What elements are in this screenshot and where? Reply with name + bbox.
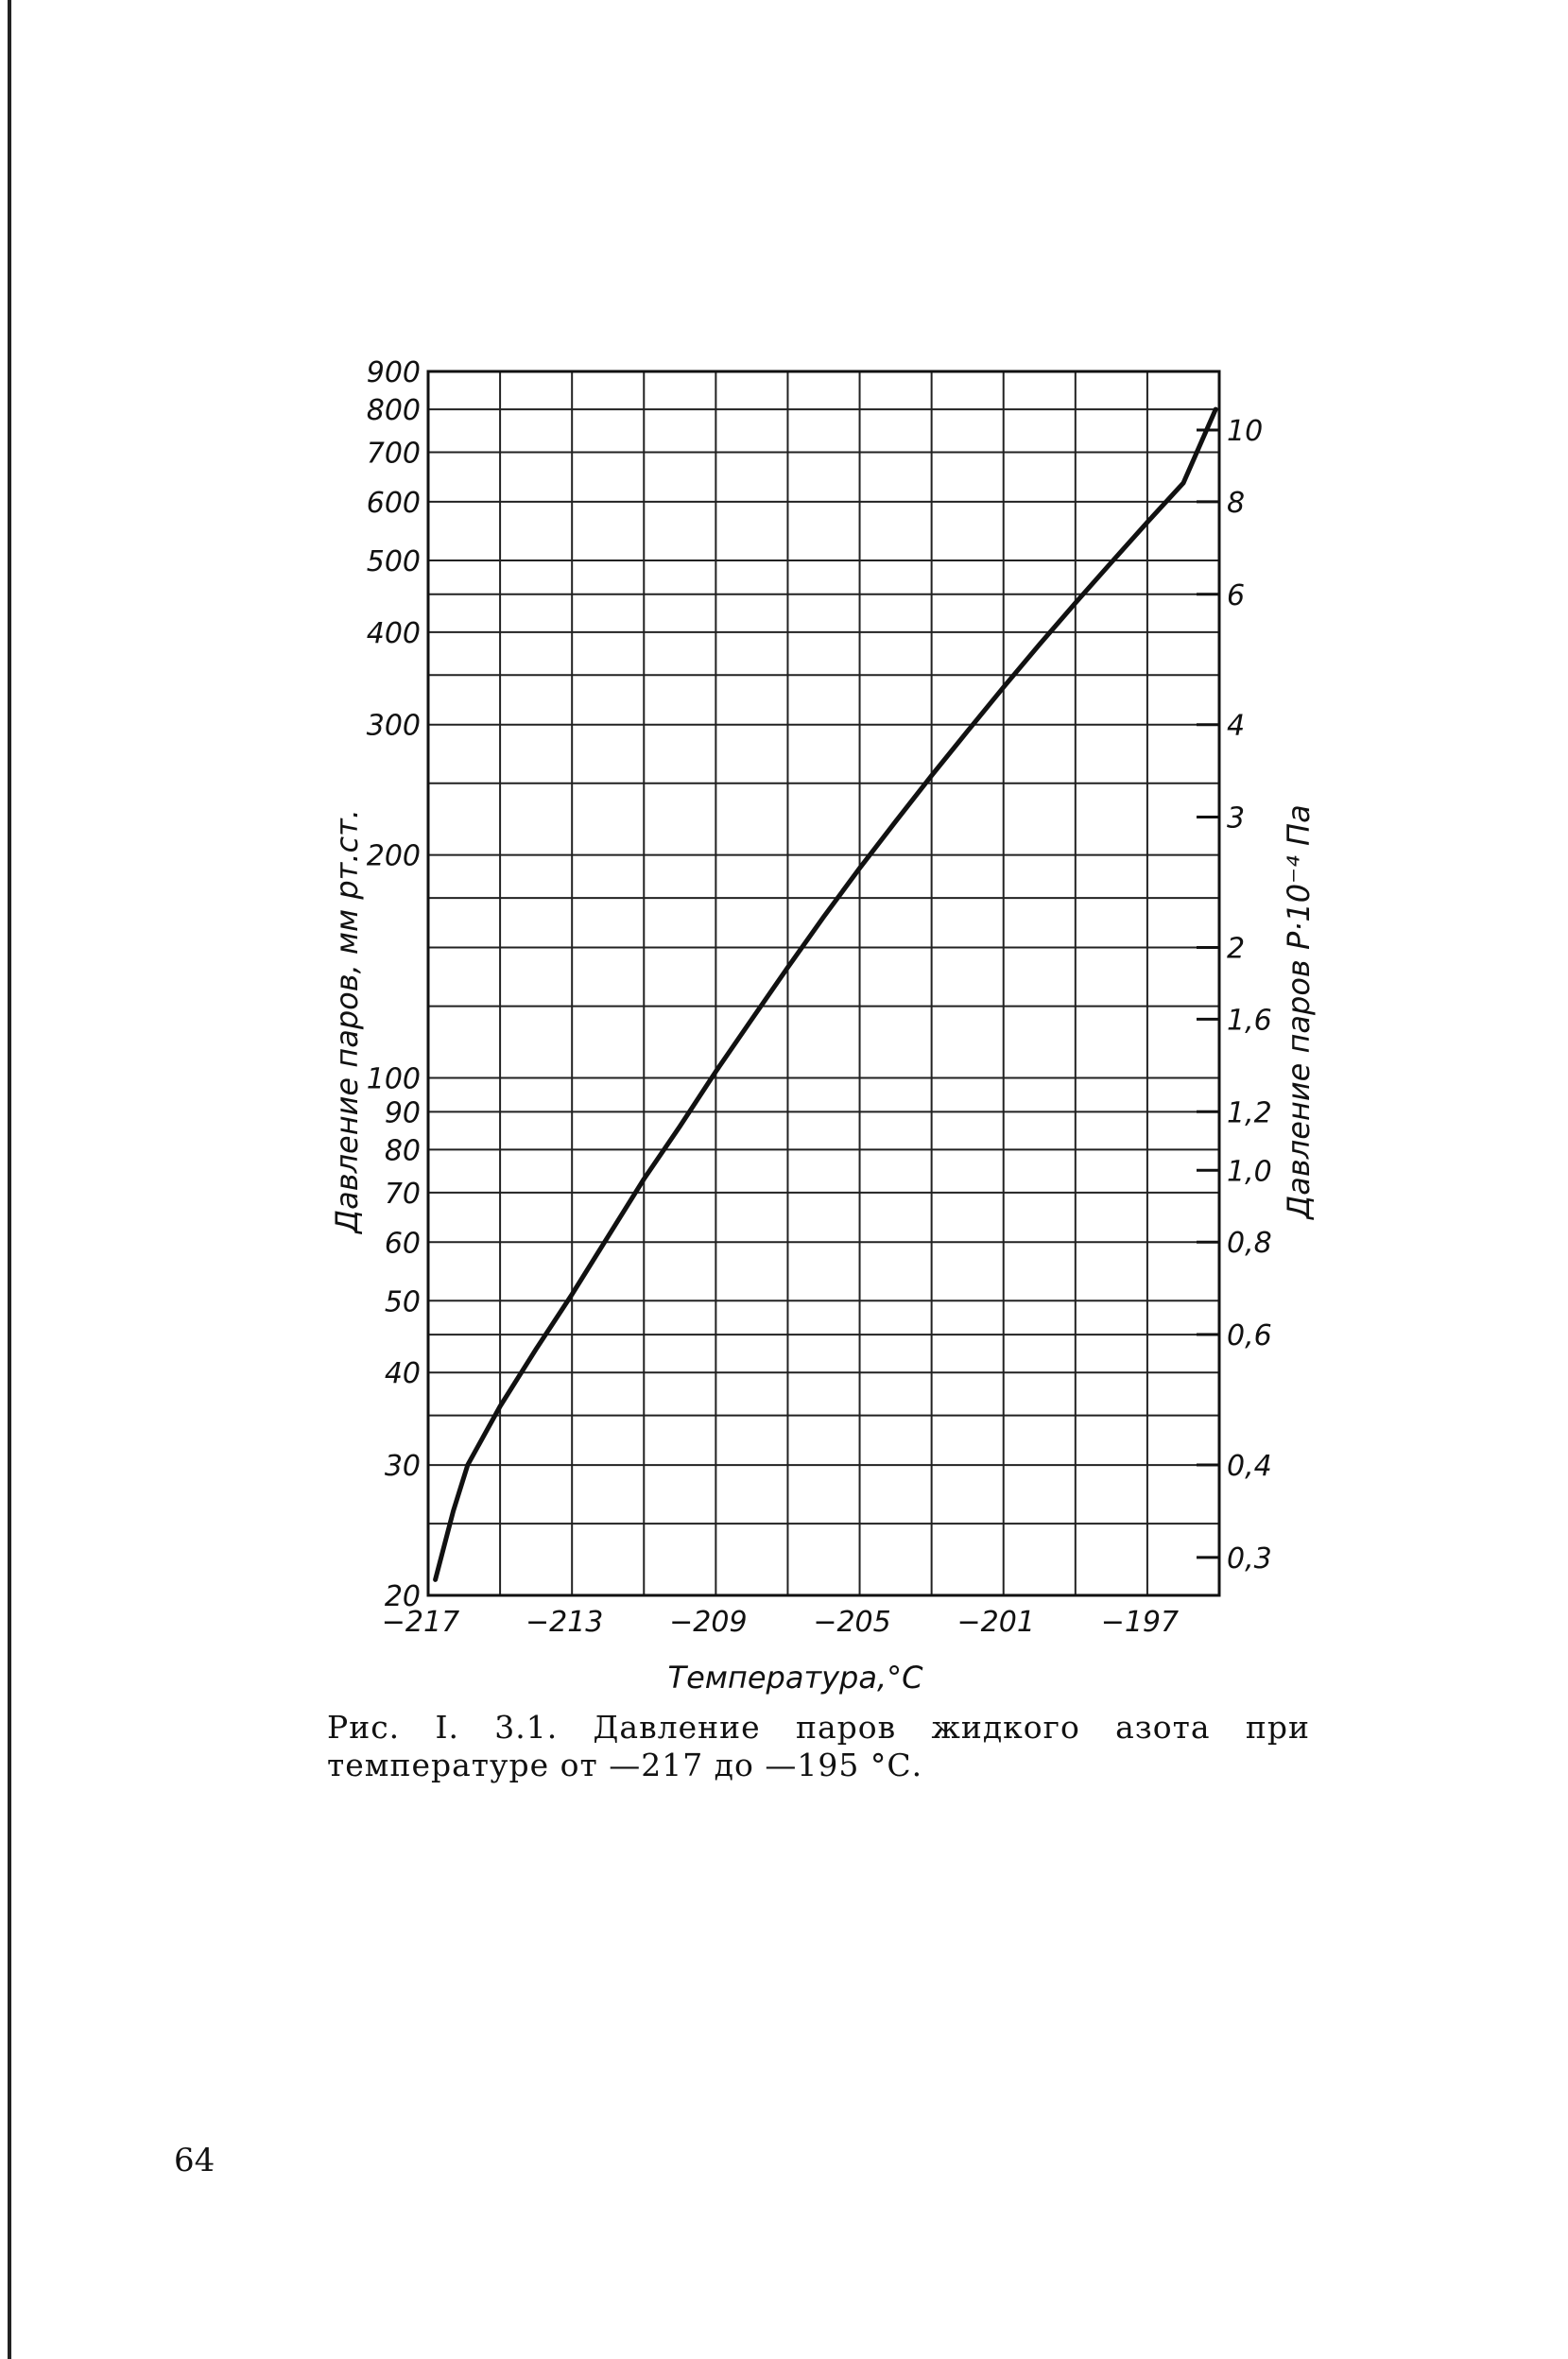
y-tick-label: 80 [384,1134,421,1168]
y-tick-label: 800 [366,394,421,428]
x-tick-labels [382,1606,1179,1639]
figure-caption: Рис. I. 3.1. Давление паров жидкого азота при температуре от —217 до —195 °С. [327,1709,1310,1783]
x-tick-label: −201 [956,1606,1035,1639]
y2-tick-label: 1,6 [1227,1004,1272,1038]
y-tick-label: 90 [384,1096,421,1130]
plot-frame [428,371,1219,1595]
y2-tick-label: 0,3 [1227,1541,1272,1576]
y2-tick-label: 4 [1227,709,1246,743]
y2-tick-label: 8 [1227,486,1246,520]
y-axis-title: Давление паров, мм рт.ст. [329,809,365,1233]
y2-tick-labels [1227,415,1272,1576]
x-tick-label: −209 [669,1606,748,1639]
y-tick-label: 20 [384,1580,421,1613]
y2-axis-title: Давление паров P·10⁻⁴ Па [1281,804,1317,1219]
y2-tick-label: 1,0 [1227,1155,1272,1189]
y-tick-label: 700 [366,437,421,471]
y2-tick-label: 0,6 [1227,1319,1272,1353]
x-axis-title: Температура,°С [667,1660,923,1696]
y2-tick-label: 10 [1227,414,1264,448]
x-tick-label: −213 [525,1606,604,1639]
right-axis-ticks [1197,430,1219,1558]
x-tick-label: −217 [381,1606,460,1639]
y-tick-label: 600 [366,486,421,520]
chart-grid [428,371,1219,1595]
y-tick-label: 100 [366,1062,421,1096]
y2-tick-label: 6 [1227,578,1246,612]
vapor-pressure-curve [436,409,1216,1579]
page-number: 64 [174,2142,215,2179]
y-tick-label: 50 [384,1285,421,1319]
y2-tick-label: 2 [1227,932,1246,966]
y-tick-label: 60 [384,1227,421,1261]
y-tick-label: 40 [384,1357,421,1391]
y2-tick-label: 3 [1227,801,1246,835]
y-tick-label: 70 [384,1177,421,1211]
y-tick-label: 200 [366,839,421,873]
y-tick-label: 900 [366,356,421,389]
y2-tick-label: 1,2 [1227,1096,1272,1130]
y-tick-label: 500 [366,544,421,578]
x-tick-label: −197 [1100,1606,1180,1639]
y-tick-label: 300 [366,709,421,743]
y2-tick-label: 0,4 [1227,1449,1272,1483]
y-tick-labels [367,356,421,1613]
y-tick-label: 400 [366,616,421,650]
x-tick-label: −205 [813,1606,891,1639]
y2-tick-label: 0,8 [1227,1227,1272,1261]
y-tick-label: 30 [384,1450,421,1484]
